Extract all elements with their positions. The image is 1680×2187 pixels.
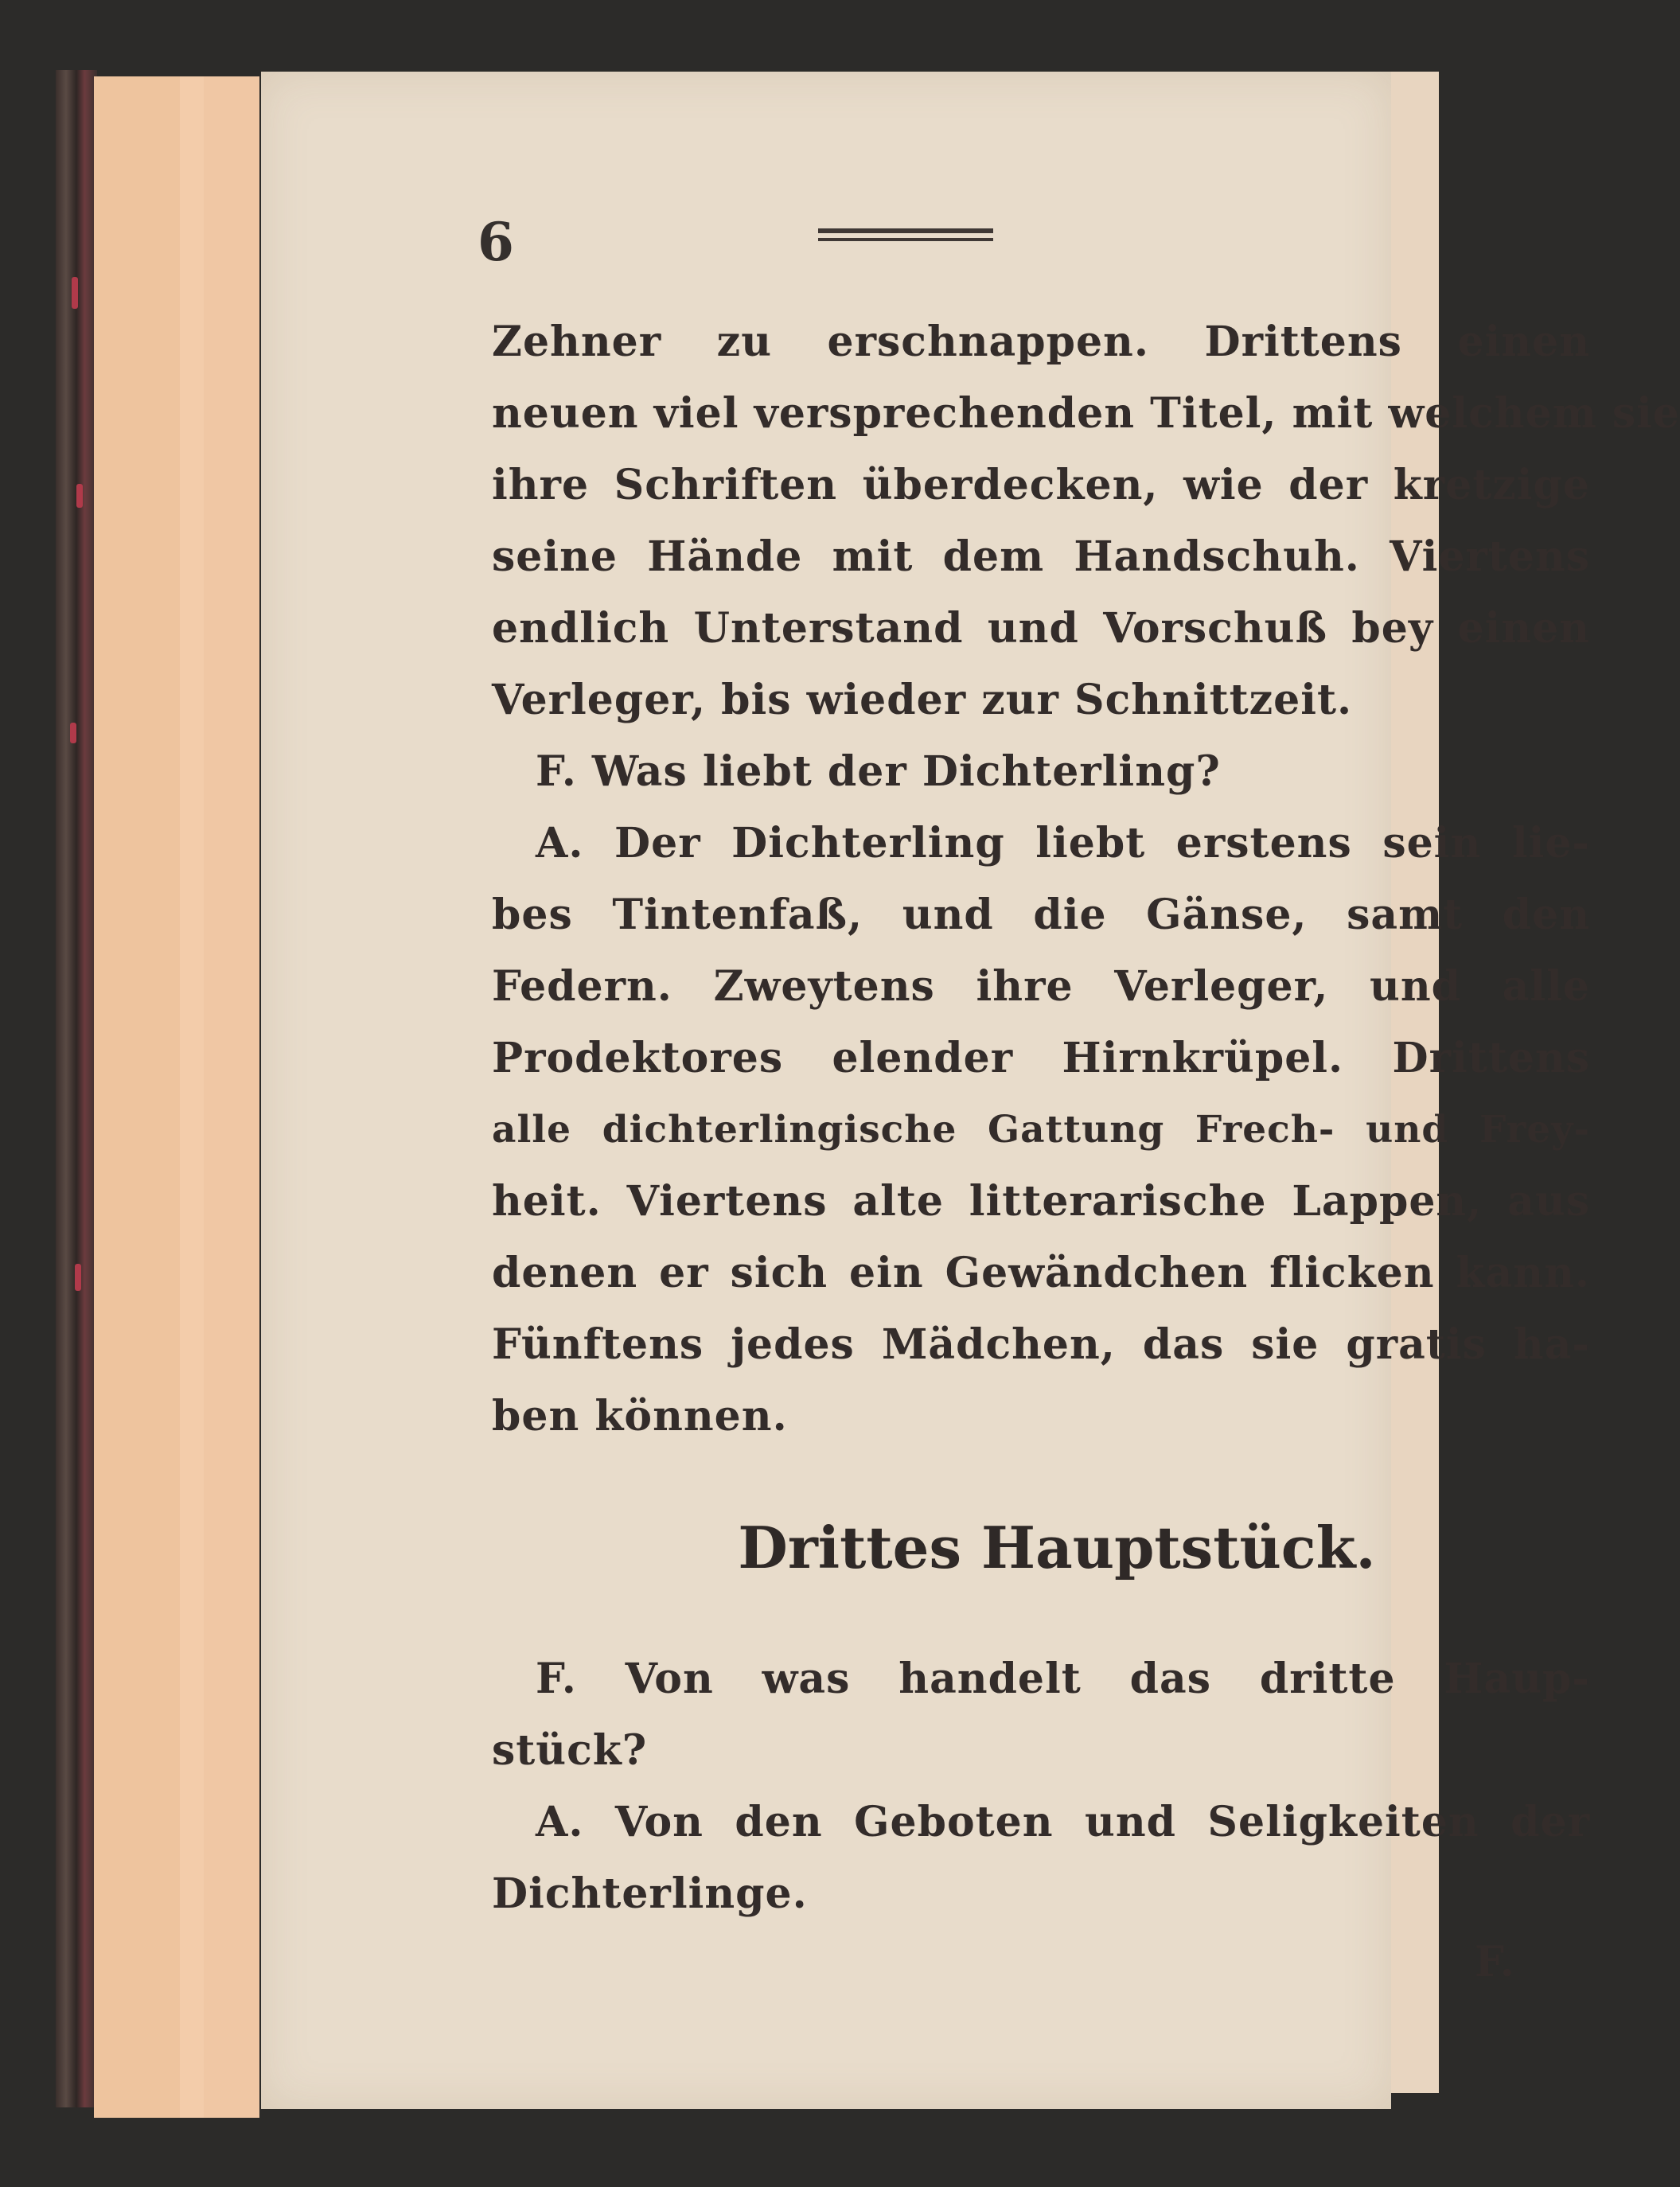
book-spine — [56, 70, 97, 2107]
chapter-title: Drittes Hauptstück. — [738, 1514, 1376, 1581]
text-line: bes Tintenfaß, und die Gänse, samt den — [492, 891, 1590, 939]
text-line: stück? — [492, 1726, 648, 1775]
text-line: denen er sich ein Gewändchen flicken kann. — [492, 1249, 1590, 1297]
text-line: Federn. Zweytens ihre Verleger, und alle — [492, 962, 1590, 1011]
question-line: F. Was liebt der Dichterling? — [536, 747, 1221, 796]
text-line: alle dichterlingische Gattung Frech- und Frey- — [492, 1108, 1590, 1152]
spine-speck — [76, 484, 83, 508]
page-number: 6 — [477, 211, 514, 273]
text-line: Fünftens jedes Mädchen, das sie gratis ha- — [492, 1320, 1590, 1369]
text-line: heit. Viertens alte litterarische Lappen, aus — [492, 1177, 1590, 1226]
text-line: endlich Unterstand und Vorschuß bey einen — [492, 604, 1590, 653]
spine-speck — [75, 1264, 81, 1291]
text-line: neuen viel versprechenden Titel, mit welchem sie — [492, 389, 1680, 438]
text-line: seine Hände mit dem Handschuh. Viertens — [492, 532, 1590, 581]
spine-speck — [70, 723, 76, 743]
page-edge-outer — [94, 76, 180, 2118]
catchword: F. — [1475, 1938, 1514, 1986]
spine-speck — [72, 277, 78, 309]
page-edge-inner — [204, 76, 259, 2118]
header-ornament-rule — [818, 228, 993, 241]
question-line: F. Von was handelt das dritte Haup- — [536, 1655, 1590, 1703]
text-line: ben können. — [492, 1392, 788, 1440]
text-line: Prodektores elender Hirnkrüpel. Drittens — [492, 1034, 1590, 1082]
text-line: Zehner zu erschnappen. Drittens einen — [492, 318, 1590, 366]
text-line: Verleger, bis wieder zur Schnittzeit. — [492, 676, 1353, 724]
text-line: Dichterlinge. — [492, 1869, 808, 1918]
text-line: A. Von den Geboten und Seligkeiten der — [536, 1798, 1590, 1846]
text-line: A. Der Dichterling liebt erstens sein lie- — [536, 819, 1590, 867]
text-line: ihre Schriften überdecken, wie der kretzige — [492, 461, 1590, 509]
book-page — [261, 72, 1680, 2109]
